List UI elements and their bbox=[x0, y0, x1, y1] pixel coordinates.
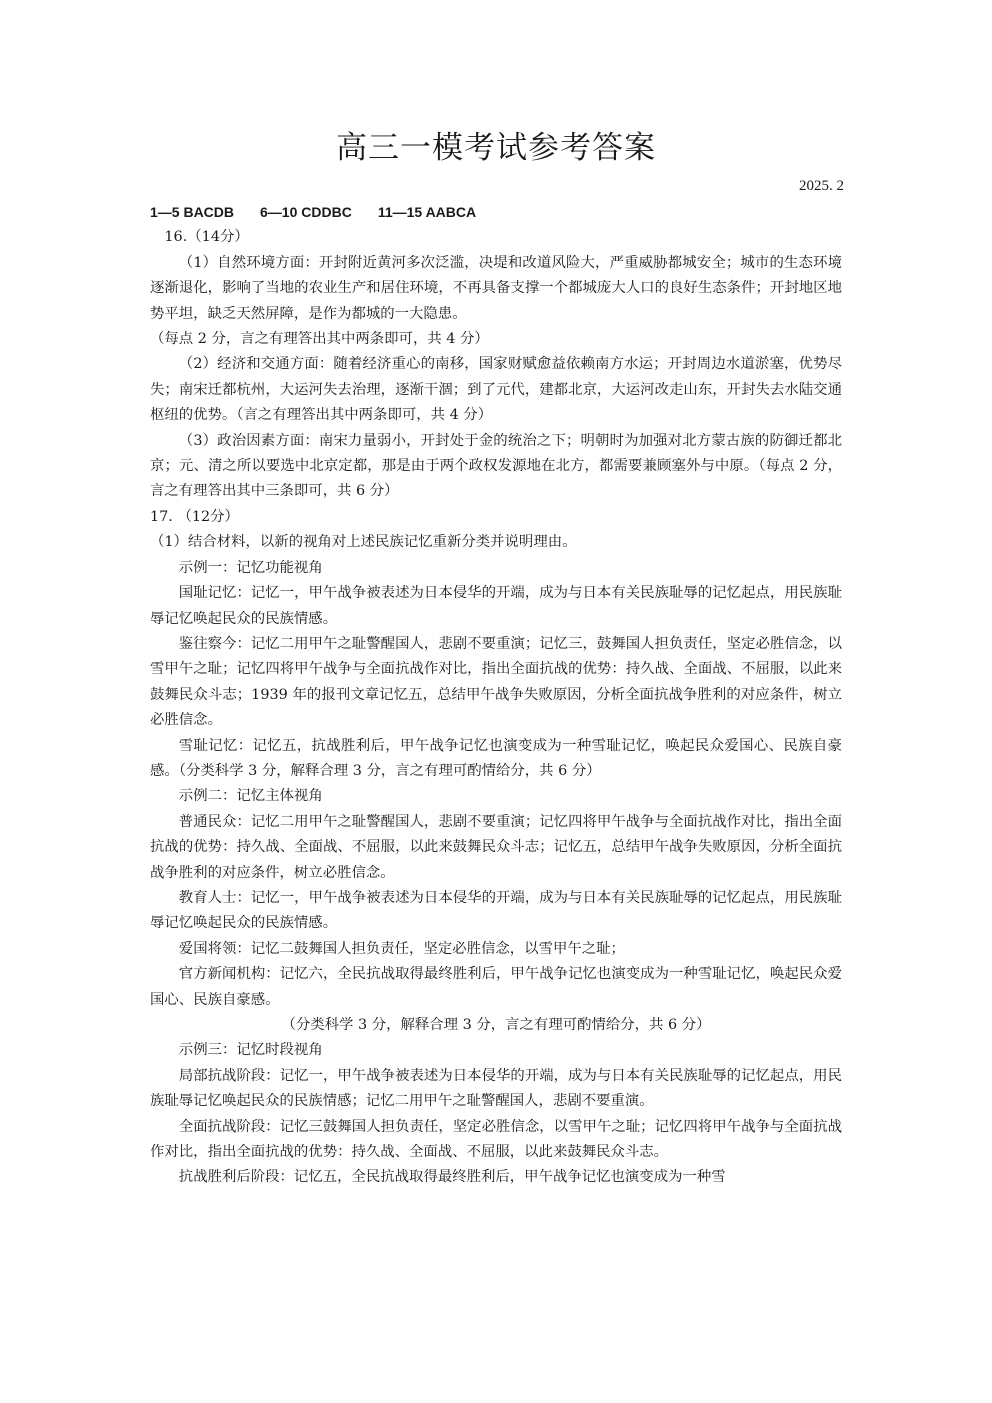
example2-title: 示例二：记忆主体视角 bbox=[178, 788, 323, 805]
q16-header: 16.（14分） bbox=[164, 229, 249, 246]
q16-part1: （1）自然环境方面：开封附近黄河多次泛滥，决堤和改道风险大，严重威胁都城安全；城市的生态环境逐渐退化，影响了当地的农业生产和居住环境，不再具备支撑一个都城庞大人口的良好生态条件；开封地区地势平坦，缺乏天然屏障，是作为都城的一大隐患。 bbox=[150, 254, 842, 322]
example2-educators: 教育人士：记忆一，甲午战争被表述为日本侵华的开端，成为与日本有关民族耻辱的记忆起点，用民族耻辱记忆唤起民众的民族情感。 bbox=[150, 889, 842, 932]
example1-avenging: 雪耻记忆：记忆五，抗战胜利后，甲午战争记忆也演变成为一种雪耻记忆，唤起民众爱国心、民族自豪感。（分类科学 3 分，解释合理 3 分，言之有理可酌情给分，共 6 分） bbox=[150, 737, 842, 779]
example1-lessons: 鉴往察今：记忆二用甲午之耻警醒国人，悲剧不要重演；记忆三，鼓舞国人担负责任，坚定必胜信念，以雪甲午之耻；记忆四将甲午战争与全面抗战作对比，指出全面抗战的优势：持久战、全面战、不屈服，以此来鼓舞民众斗志；1939 年的报刊文章记忆五，总结甲午战争失败原因，分析全面抗战争胜利的对应条件，树立必胜信念。 bbox=[150, 635, 842, 729]
example1-national-shame: 国耻记忆：记忆一，甲午战争被表述为日本侵华的开端，成为与日本有关民族耻辱的记忆起点，用民族耻辱记忆唤起民众的民族情感。 bbox=[150, 585, 842, 627]
example2-official-media: 官方新闻机构：记忆六，全民抗战取得最终胜利后，甲午战争记忆也演变成为一种雪耻记忆，唤起民众爱国心、民族自豪感。 bbox=[150, 966, 842, 1008]
date-label: 2025. 2 bbox=[799, 178, 844, 194]
example2-generals: 爱国将领：记忆二鼓舞国人担负责任，坚定必胜信念，以雪甲午之耻； bbox=[178, 940, 625, 957]
example3-title: 示例三：记忆时段视角 bbox=[178, 1042, 323, 1059]
example3-full-war: 全面抗战阶段：记忆三鼓舞国人担负责任，坚定必胜信念，以雪甲午之耻；记忆四将甲午战争与全面抗战作对比，指出全面抗战的优势：持久战、全面战、不屈服，以此来鼓舞民众斗志。 bbox=[150, 1118, 842, 1161]
example1-title: 示例一：记忆功能视角 bbox=[178, 559, 323, 576]
q16-part2: （2）经济和交通方面：随着经济重心的南移，国家财赋愈益依赖南方水运；开封周边水道淤塞，优势尽失；南宋迁都杭州，大运河失去治理，逐渐干涸；到了元代，建都北京，大运河改走山东，开封失去水陆交通枢纽的优势。（言之有理答出其中两条即可，共 4 分） bbox=[150, 356, 842, 424]
page-title: 高三一模考试参考答案 bbox=[336, 130, 656, 166]
mcq-group-3: 11—15 AABCA bbox=[377, 204, 477, 220]
multiple-choice-answers bbox=[150, 200, 842, 225]
example3-post-victory: 抗战胜利后阶段：记忆五，全民抗战取得最终胜利后，甲午战争记忆也演变成为一种雪 bbox=[178, 1169, 726, 1186]
q17-task: （1）结合材料，以新的视角对上述民族记忆重新分类并说明理由。 bbox=[150, 534, 577, 551]
mcq-group-1: 1—5 BACDB bbox=[150, 204, 235, 220]
example2-public: 普通民众：记忆二用甲午之耻警醒国人，悲剧不要重演；记忆四将甲午战争与全面抗战作对比，指出全面抗战的优势：持久战、全面战、不屈服，以此来鼓舞民众斗志；记忆五，总结甲午战争失败原因，分析全面抗战争胜利的对应条件，树立必胜信念。 bbox=[150, 813, 842, 881]
q17-header: 17. （12分） bbox=[150, 508, 239, 525]
answer-body bbox=[150, 200, 842, 1191]
q16-part1-score: （每点 2 分，言之有理答出其中两条即可，共 4 分） bbox=[150, 331, 489, 348]
mcq-group-2: 6—10 CDDBC bbox=[260, 204, 352, 220]
example2-score: （分类科学 3 分，解释合理 3 分，言之有理可酌情给分，共 6 分） bbox=[281, 1017, 711, 1033]
q16-part3: （3）政治因素方面：南宋力量弱小，开封处于金的统治之下；明朝时为加强对北方蒙古族的防御迁都北京；元、清之所以要选中北京定都，那是由于两个政权发源地在北方，都需要兼顾塞外与中原。（每点 2 分，言之有理答出其中三条即可，共 6 分） bbox=[150, 432, 842, 500]
example3-local-war: 局部抗战阶段：记忆一，甲午战争被表述为日本侵华的开端，成为与日本有关民族耻辱的记忆起点，用民族耻辱记忆唤起民众的民族情感；记忆二用甲午之耻警醒国人，悲剧不要重演。 bbox=[150, 1067, 842, 1110]
